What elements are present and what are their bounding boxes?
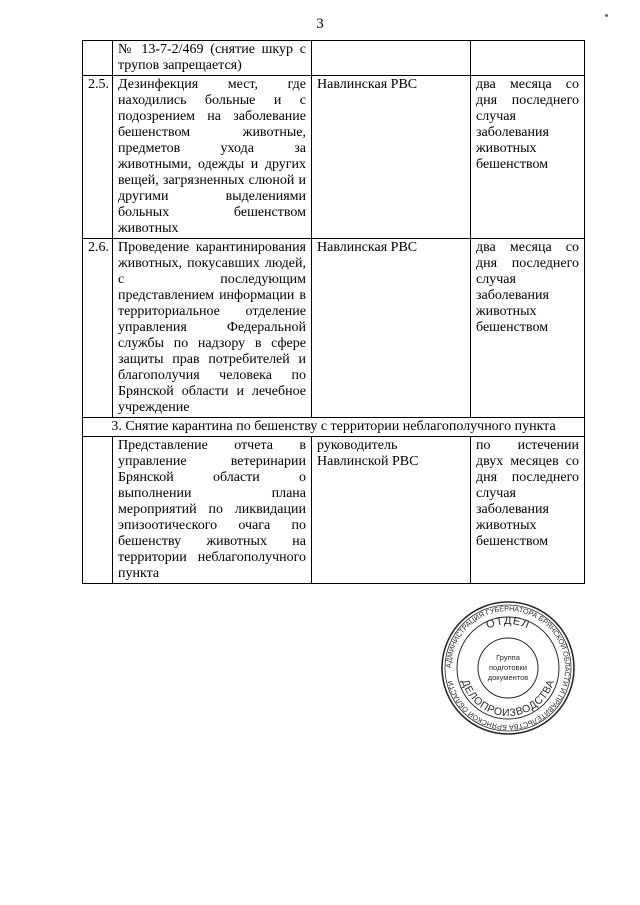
executor-cell: руководитель Навлинской РВС [312,437,471,584]
stamp-center-line-1: Группа [496,653,520,662]
row-number [83,437,113,584]
executor-cell: Навлинская РВС [312,239,471,418]
stamp-bottom-text: ДЕЛОПРОИЗВОДСТВА [458,677,558,720]
executor-cell [312,41,471,76]
row-number [83,41,113,76]
table-row [83,41,585,76]
measures-table [82,40,585,584]
table-row [83,76,585,239]
stamp-top-text: ОТДЕЛ [484,614,532,632]
executor-cell: Навлинская РВС [312,76,471,239]
stamp-outer-text: АДМИНИСТРАЦИЯ ГУБЕРНАТОРА БРЯНСКОЙ ОБЛАСТИ И ПРАВИТЕЛЬСТВА БРЯНСКОЙ ОБЛАСТИ [443,603,573,733]
row-number: 2.5. [83,76,113,239]
action-cell: № 13-7-2/469 (снятие шкур с трупов запрещается) [113,41,312,76]
section-heading-row [83,418,585,437]
page-number: 3 [316,16,324,32]
row-number: 2.6. [83,239,113,418]
action-cell: Представление отчета в управление ветеринарии Брянской области о выполнении плана мероприятий по ликвидации эпизоотического очага по бешенству животных на территории неблагополучного пункта [113,437,312,584]
office-stamp [440,600,576,736]
stamp-center-line-2: подготовки [489,663,527,672]
table-row [83,239,585,418]
action-cell: Проведение карантинирования животных, покусавших людей, с последующим представлением информации в территориальное отделение управления Федеральной службы по надзору в сфере защиты прав потребителей и благополучия человека по Брянской области и лечебное учреждение [113,239,312,418]
term-cell: два месяца со дня последнего случая заболевания животных бешенством [471,239,585,418]
section-title: 3. Снятие карантина по бешенству с территории неблагополучного пункта [83,418,585,437]
term-cell: по истечении двух месяцев со дня последнего случая заболевания животных бешенством [471,437,585,584]
table-row [83,437,585,584]
scan-dot [605,14,608,17]
term-cell: два месяца со дня последнего случая заболевания животных бешенством [471,76,585,239]
stamp-center-line-3: документов [487,673,529,682]
action-cell: Дезинфекция мест, где находились больные и с подозрением на заболевание бешенством животные, предметов ухода за животными, одежды и других вещей, загрязненных слюной и другими выделениями больных бешенством животных [113,76,312,239]
term-cell [471,41,585,76]
